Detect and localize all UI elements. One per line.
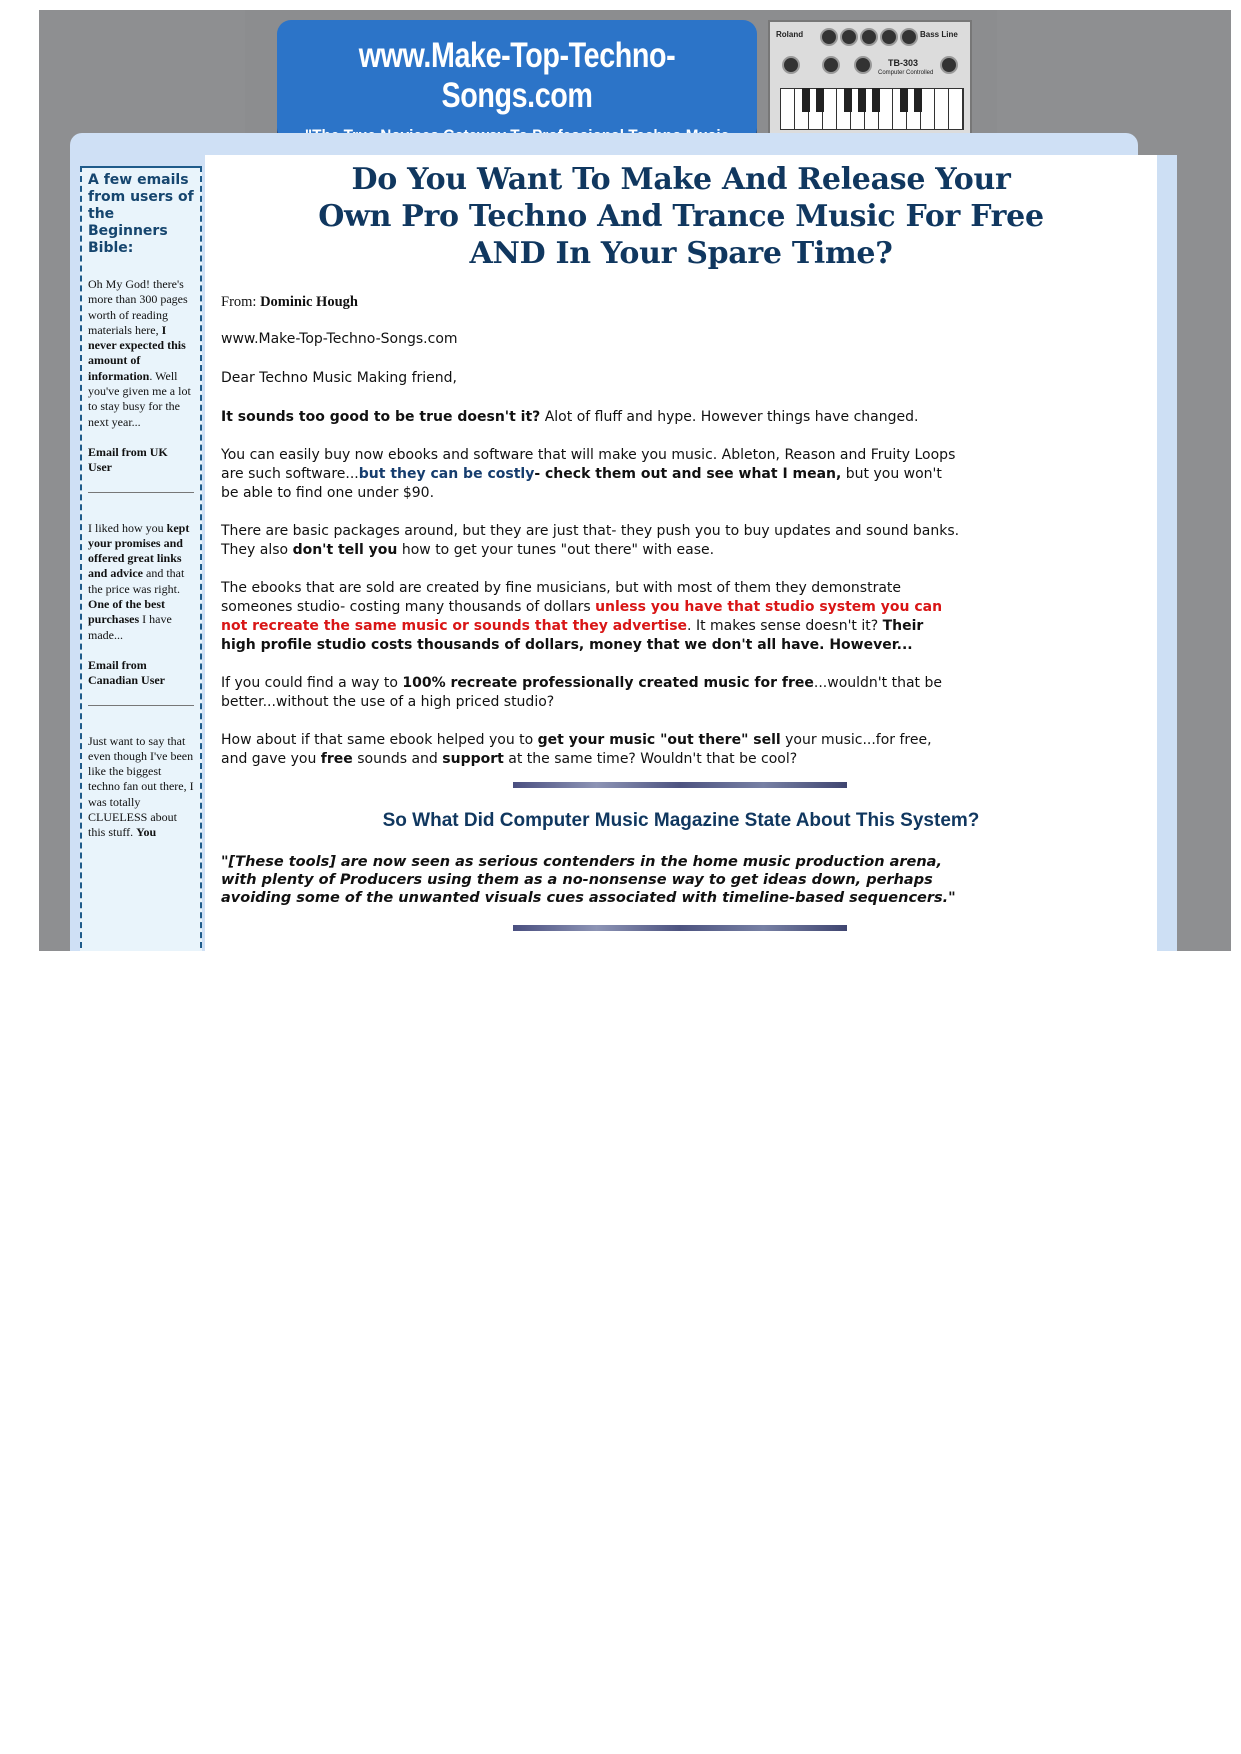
- knob-icon: [860, 28, 878, 46]
- knob-icon: [940, 56, 958, 74]
- synth-model-label: TB-303: [888, 58, 919, 68]
- synth-section-label: Bass Line: [920, 30, 958, 39]
- testimonials-sidebar: [80, 166, 202, 951]
- synth-image: [768, 20, 972, 140]
- sidebar-heading: A few emails from users of the Beginners Bible:: [88, 172, 194, 256]
- from-line: From: Dominic Hough: [221, 294, 358, 310]
- paragraph-4: The ebooks that are sold are created by fine musicians, but with most of them they demonstrate someones studio- costing many thousands of dollars unless you have that studio system you can not recreate the same music or sounds that they advertise. It makes sense doesn't it? Their high profile studio costs thousands of dollars, money that we don't all have. However...: [221, 580, 943, 653]
- testimonial-2: I liked how you kept your promises and offered great links and advice and that the price was right. One of the best purchases I have made...: [88, 520, 190, 642]
- paragraph-1: It sounds too good to be true doesn't it? Alot of fluff and hype. However things have changed.: [221, 409, 919, 425]
- knob-icon: [840, 28, 858, 46]
- testimonial-1-attribution: Email from UK User: [88, 444, 168, 475]
- testimonial-1: Oh My God! there's more than 300 pages worth of reading materials here, I never expected this amount of information. Well you've given me a lot to stay busy for the next year...: [88, 277, 191, 429]
- knob-icon: [900, 28, 918, 46]
- page-background: [39, 10, 1231, 951]
- banner-site-name: www.Make-Top-Techno-Songs.com: [358, 36, 676, 115]
- panel-right-edge: [1157, 155, 1177, 951]
- site-banner[interactable]: [277, 20, 757, 142]
- paragraph-6: How about if that same ebook helped you to get your music "out there" sell your music...for free, and gave you free sounds and support at the same time? Wouldn't that be cool?: [221, 732, 932, 767]
- magazine-quote: "[These tools] are now seen as serious contenders in the home music production arena, with plenty of Producers using them as a no-nonsense way to get ideas down, perhaps avoiding some of the unwanted visuals cues associated with timeline-based sequencers.": [221, 854, 956, 906]
- section-divider: [513, 925, 847, 931]
- sidebar-divider: [88, 492, 194, 493]
- section-subheading: So What Did Computer Music Magazine State About This System?: [382, 810, 980, 831]
- knob-icon: [822, 56, 840, 74]
- knob-icon: [854, 56, 872, 74]
- testimonial-2-attribution: Email from Canadian User: [88, 657, 166, 688]
- costly-link[interactable]: but they can be costly: [358, 466, 535, 482]
- synth-brand-label: Roland: [776, 30, 804, 39]
- paragraph-3: There are basic packages around, but they are just that- they push you to buy updates and sound banks. They also don't tell you how to get your tunes "out there" with ease.: [221, 523, 960, 558]
- knob-icon: [820, 28, 838, 46]
- sales-letter-body: [221, 293, 961, 788]
- greeting: Dear Techno Music Making friend,: [221, 370, 457, 386]
- paragraph-2: You can easily buy now ebooks and software that will make you music. Ableton, Reason and Fruity Loops are such software...but they can be costly- check them out and see what I mean, but you won't be able to find one under $90.: [221, 447, 956, 501]
- synth-subtitle-label: Computer Controlled: [878, 70, 934, 76]
- sidebar-divider: [88, 705, 194, 706]
- section-divider: [513, 782, 847, 788]
- knob-icon: [880, 28, 898, 46]
- site-line: www.Make-Top-Techno-Songs.com: [221, 331, 458, 347]
- page-headline: Do You Want To Make And Release Your Own Pro Techno And Trance Music For Free AND In Your Spare Time?: [318, 162, 1044, 271]
- paragraph-5: If you could find a way to 100% recreate professionally created music for free...wouldn't that be better...without the use of a high priced studio?: [221, 675, 942, 710]
- main-content: [205, 155, 1157, 951]
- testimonial-3: Just want to say that even though I've been like the biggest techno fan out there, I was totally CLUELESS about this stuff. You: [88, 733, 194, 840]
- knob-icon: [782, 56, 800, 74]
